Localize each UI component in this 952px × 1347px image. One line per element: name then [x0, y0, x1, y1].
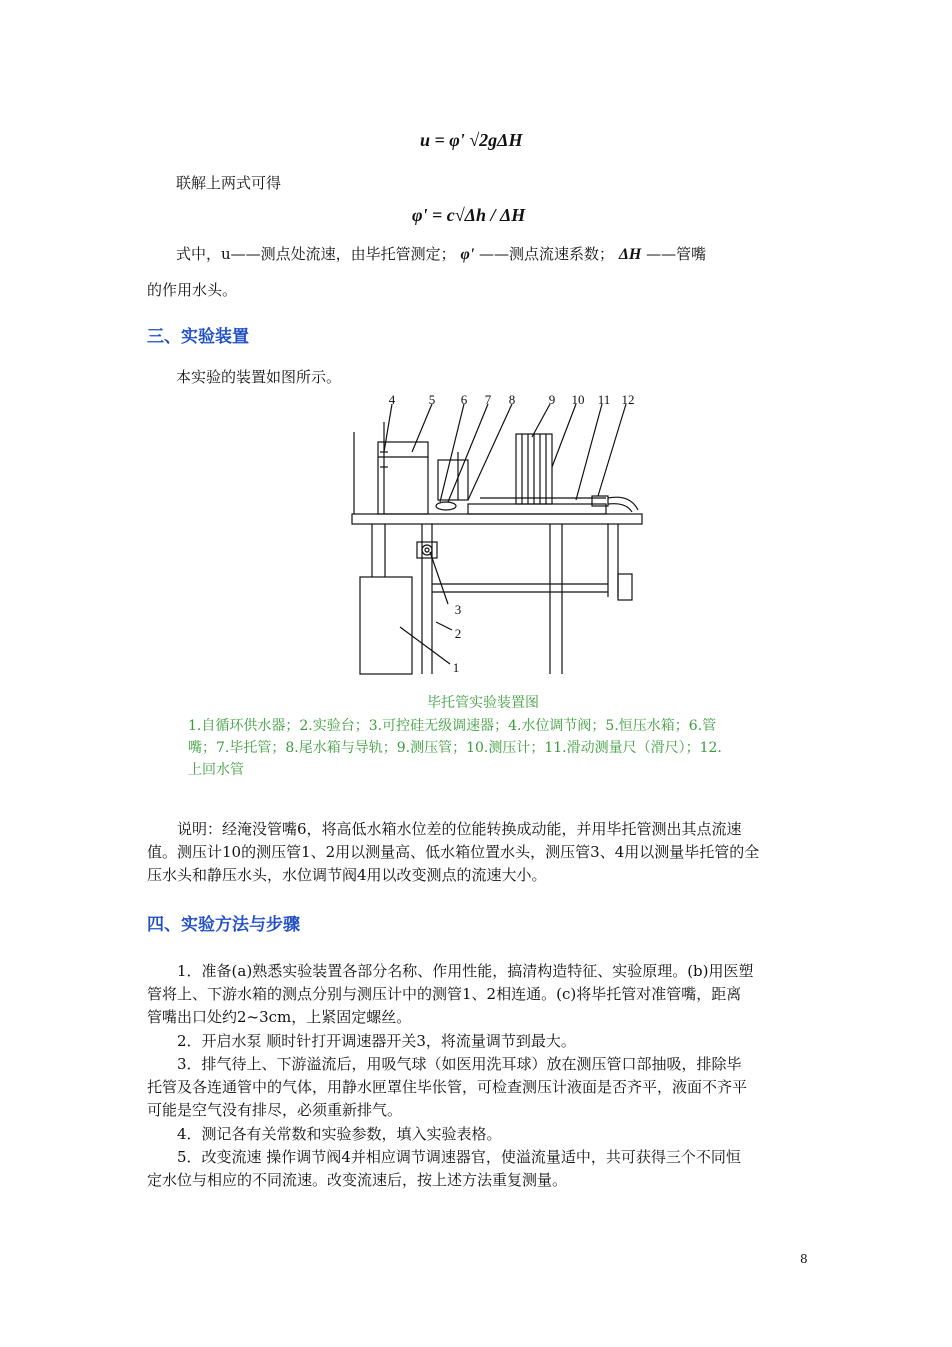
explain-text-2: ——测点流速系数；	[479, 245, 615, 263]
explain-line-2: 的作用水头。	[147, 281, 238, 299]
explain-text-1: 式中，u——测点处流速，由毕托管测定；	[176, 245, 456, 263]
note-line: 压水头和静压水头，水位调节阀4用以改变测点的流速大小。	[147, 866, 547, 884]
intro-text: 联解上两式可得	[176, 174, 282, 192]
formula-coefficient: φ' = c√Δh / ΔH	[412, 205, 526, 225]
figure-caption-title: 毕托管实验装置图	[427, 695, 539, 711]
label-7: 7	[484, 392, 492, 407]
step-1	[147, 960, 817, 1029]
phi-symbol: φ'	[460, 246, 475, 263]
figure-caption	[188, 715, 818, 781]
note-line: 值。测压计10的测压管1、2用以测量高、低水箱位置水头，测压管3、4用以测量毕托管的全	[147, 843, 760, 861]
step-line: 1．准备(a)熟悉实验装置各部分名称、作用性能，搞清构造特征、实验原理。(b)用医塑	[177, 962, 754, 980]
label-3: 3	[454, 602, 462, 617]
step-line: 管将上、下游水箱的测点分别与测压计中的测管1、2相连通。(c)将毕托管对准管嘴，距离	[147, 985, 742, 1003]
label-6: 6	[460, 392, 468, 407]
explain-text-3: ——管嘴	[646, 245, 707, 263]
label-1: 1	[452, 660, 460, 675]
step-line: 定水位与相应的不同流速。改变流速后，按上述方法重复测量。	[147, 1171, 568, 1189]
step-4: 4．测记各有关常数和实验参数，填入实验表格。	[177, 1125, 502, 1143]
note-line: 说明：经淹没管嘴6，将高低水箱水位差的位能转换成动能，并用毕托管测出其点流速	[177, 820, 742, 838]
caption-line: 嘴；7.毕托管；8.尾水箱与导轨；9.测压管；10.测压计；11.滑动测量尺（滑尺）；12.	[188, 740, 722, 756]
note-paragraph	[147, 818, 817, 887]
step-2: 2．开启水泵 顺时针打开调速器开关3，将流量调节到最大。	[177, 1032, 576, 1050]
section-heading-procedure: 四、实验方法与步骤	[147, 915, 300, 935]
step-5	[147, 1146, 817, 1192]
label-5: 5	[428, 392, 436, 407]
step-line: 5．改变流速 操作调节阀4并相应调节调速器官，使溢流量适中，共可获得三个不同恒	[177, 1148, 741, 1166]
label-12: 12	[621, 392, 635, 407]
step-3	[147, 1053, 817, 1122]
step-line: 3．排气待上、下游溢流后，用吸气球（如医用洗耳球）放在测压管口部抽吸，排除毕	[177, 1055, 742, 1073]
page-number: 8	[800, 1252, 808, 1266]
label-2: 2	[454, 626, 462, 641]
delta-h-symbol: ΔH	[618, 246, 642, 263]
step-line: 管嘴出口处约2~3cm，上紧固定螺丝。	[147, 1008, 412, 1026]
apparatus-diagram	[340, 392, 660, 682]
label-10: 10	[571, 392, 585, 407]
step-line: 托管及各连通管中的气体，用静水匣罩住毕伥管，可检查测压计液面是否齐平，液面不齐平	[147, 1078, 748, 1096]
label-8: 8	[508, 392, 516, 407]
caption-line: 上回水管	[188, 762, 244, 778]
label-11: 11	[597, 392, 611, 407]
formula-velocity: u = φ' √2gΔH	[420, 130, 523, 150]
step-line: 可能是空气没有排尽，必须重新排气。	[147, 1101, 403, 1119]
caption-line: 1.自循环供水器；2.实验台；3.可控硅无级调速器；4.水位调节阀；5.恒压水箱；6.管	[188, 718, 717, 734]
label-4: 4	[388, 392, 396, 407]
explain-line	[176, 243, 706, 266]
label-9: 9	[548, 392, 556, 407]
device-intro: 本实验的装置如图所示。	[176, 368, 342, 386]
section-heading-apparatus: 三、实验装置	[147, 327, 249, 347]
